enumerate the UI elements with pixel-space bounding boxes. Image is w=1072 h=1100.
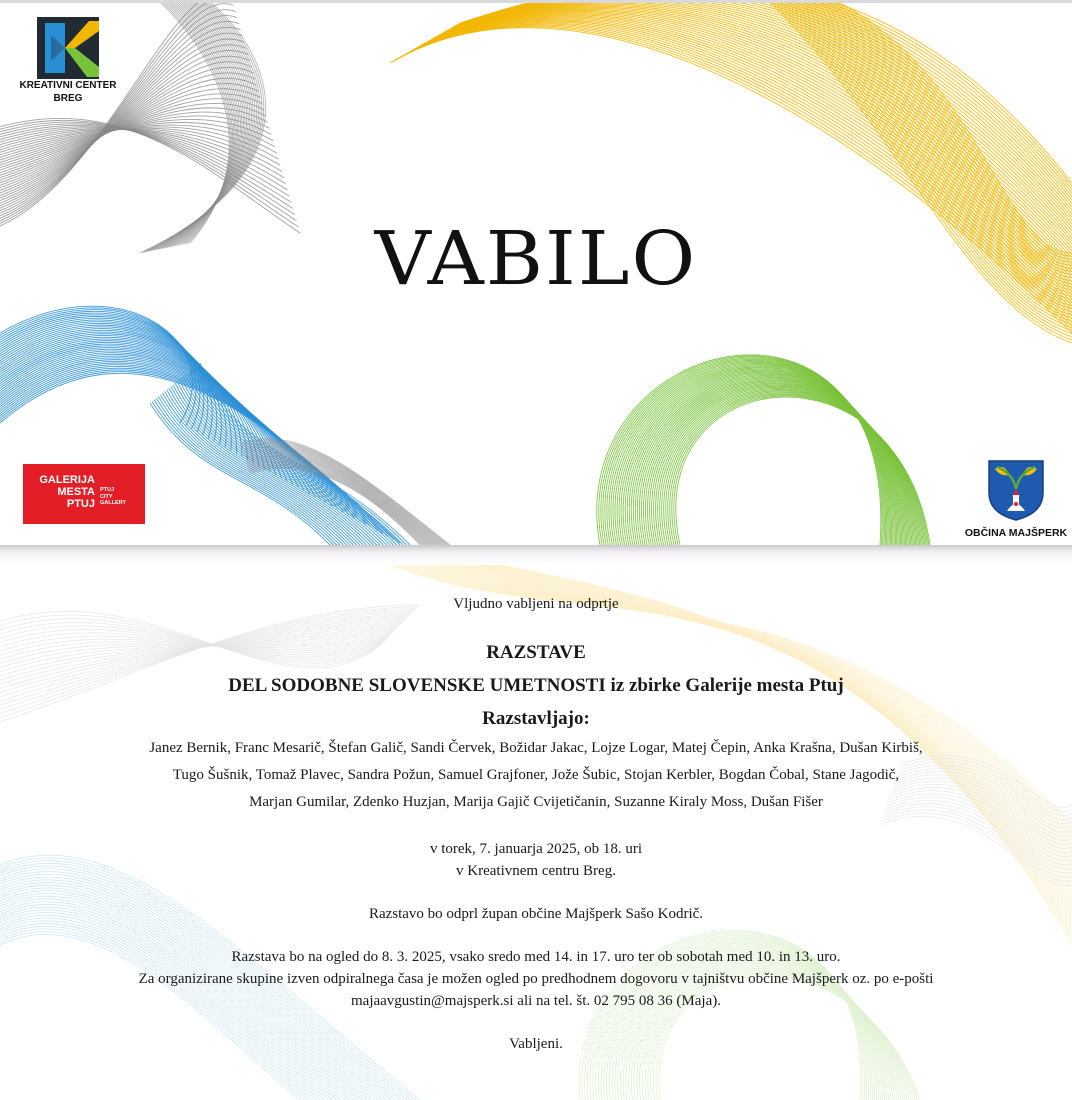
artists-line-3: Marjan Gumilar, Zdenko Huzjan, Marija Gajič Cvijetičanin, Suzanne Kiraly Moss, Dušan Fišer [249,794,823,810]
kreativni-logo-icon [37,17,99,79]
galerija-logo-subtext: PTUJ CITY GALLERY [100,487,127,506]
closing-text: Vabljeni. [509,1036,563,1052]
kreativni-logo-line1: KREATIVNI CENTER [19,80,117,91]
intro-text: Vljudno vabljeni na odprtje [453,596,619,612]
kreativni-center-logo [16,17,120,105]
obcina-logo-caption: OBČINA MAJŠPERK [964,527,1068,539]
opening-line: Razstavo bo odprl župan občine Majšperk Sašo Kodrič. [368,906,704,922]
bg-gray-ribbon [0,605,420,725]
section-divider [0,545,1072,565]
obcina-majsperk-logo [960,459,1072,539]
groups-line-1: Za organizirane skupine izven odpiralnega časa je možen ogled po predhodnem dogovoru v tajništvu občine Majšperk oz. po e-pošti [138,971,934,987]
date-line: v torek, 7. januarja 2025, ob 18. uri [429,841,643,857]
green-ribbon [597,355,930,545]
galerija-logo-text: GALERIJA MESTA PTUJ [39,474,95,510]
kreativni-logo-line2: BREG [53,93,83,104]
artists-line-2: Tugo Šušnik, Tomaž Plavec, Sandra Požun, Samuel Grajfoner, Jože Šubic, Stojan Kerbler, Bogdan Čobal, Stane Jagodič, [172,767,900,783]
hours-line: Razstava bo na ogled do 8. 3. 2025, vsako sredo med 14. in 17. uro ter ob sobotah med 10. in 13. uro. [231,949,841,965]
invitation-header [0,3,1072,545]
heading-exhibitors: Razstavljajo: [482,708,590,729]
exhibition-title-rest: iz zbirke Galerije mesta Ptuj [605,675,844,696]
page-title: VABILO [374,216,698,302]
heading-exhibition-title [0,675,1072,697]
galerija-mesta-ptuj-logo [23,464,145,524]
artists-line-1: Janez Bernik, Franc Mesarič, Štefan Galič, Sandi Červek, Božidar Jakac, Lojze Logar, Matej Čepin, Anka Krašna, Dušan Kirbiš, [149,740,923,756]
place-line: v Kreativnem centru Breg. [456,863,616,879]
exhibition-title-bold: DEL SODOBNE SLOVENSKE UMETNOSTI [228,675,606,696]
groups-line-2: majaavgustin@majsperk.si ali na tel. št. 02 795 08 36 (Maja). [351,993,721,1009]
heading-razstave: RAZSTAVE [486,642,586,663]
coat-of-arms-icon [987,459,1045,521]
